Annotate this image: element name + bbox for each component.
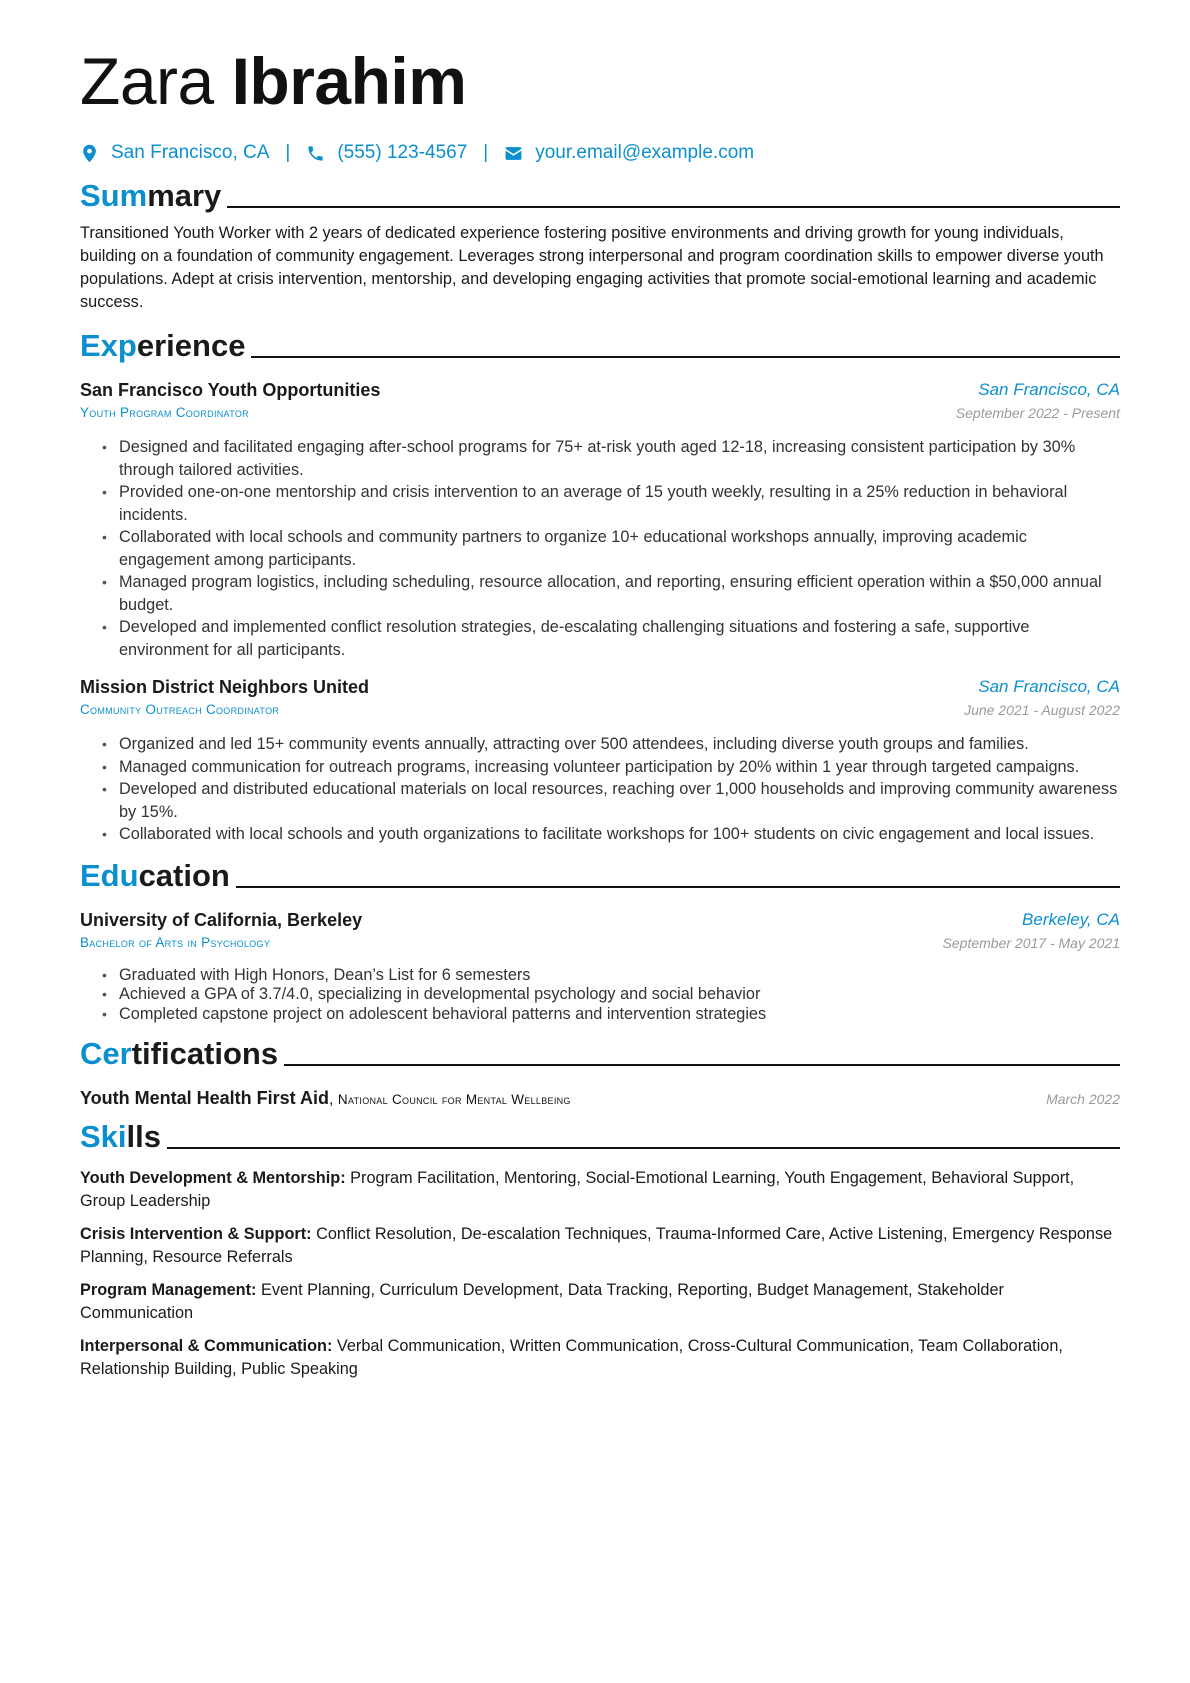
employer-name: Mission District Neighbors United — [80, 677, 370, 697]
list-item: • Collaborated with local schools and community partners to organize 10+ educational workshops annually, improving academic engagement among participants. — [102, 526, 1120, 571]
education-entry — [80, 908, 1120, 1025]
list-item: • Collaborated with local schools and youth organizations to facilitate workshops for 100+ students on civic engagement and local issues. — [102, 823, 1120, 846]
school-name: University of California, Berkeley — [80, 909, 363, 930]
contact-phone[interactable] — [306, 142, 467, 164]
skill-category: Program Management: — [80, 1281, 257, 1299]
list-item: • Graduated with High Honors, Dean’s List for 6 semesters — [102, 966, 1120, 986]
skill-category: Interpersonal & Communication: — [80, 1337, 333, 1355]
email-text: your.email@example.com — [535, 142, 755, 163]
job-dates: September 2022 - Present — [955, 405, 1120, 421]
skill-group — [80, 1167, 1120, 1213]
summary-heading — [80, 178, 1120, 214]
skill-category: Youth Development & Mentorship: — [80, 1169, 346, 1187]
job-dates: June 2021 - August 2022 — [964, 702, 1120, 718]
skill-group — [80, 1223, 1120, 1269]
section-divider — [236, 886, 1120, 888]
section-title: Skills — [80, 1119, 161, 1154]
experience-entry — [80, 675, 1120, 846]
section-divider — [284, 1064, 1120, 1066]
location-text: San Francisco, CA — [111, 142, 270, 163]
certifications-heading — [80, 1036, 1120, 1072]
certification-name: Youth Mental Health First Aid — [80, 1088, 330, 1108]
skill-items: Verbal Communication, Written Communication, Cross-Cultural Communication, Team Collaboration, Relationship Building, Public Speaking — [80, 1337, 1063, 1378]
experience-entry — [80, 378, 1120, 661]
list-item: • Provided one-on-one mentorship and crisis intervention to an average of 15 youth weekly, resulting in a 25% reduction in behavioral incidents. — [102, 481, 1120, 526]
summary-text: Transitioned Youth Worker with 2 years of dedicated experience fostering positive environments and driving growth for young individuals, building on a foundation of community engagement. Leverages strong interpersonal and program coordination skills to empower diverse youth populations. Adept at crisis intervention, mentorship, and developing engaging activities that promote social-emotional learning and academic success. — [80, 224, 1104, 311]
envelope-icon — [504, 144, 523, 163]
skills-heading — [80, 1119, 1120, 1155]
section-divider — [251, 356, 1120, 358]
education-dates: September 2017 - May 2021 — [942, 934, 1120, 951]
certification-date: March 2022 — [1046, 1091, 1120, 1107]
job-location: San Francisco, CA — [978, 380, 1120, 399]
contact-email[interactable] — [504, 142, 754, 164]
contact-bar — [80, 142, 1120, 164]
section-divider — [227, 206, 1120, 208]
list-item: • Developed and distributed educational materials on local resources, reaching over 1,000 households and improving community awareness by 15%. — [102, 778, 1120, 823]
list-item: • Achieved a GPA of 3.7/4.0, specializing in developmental psychology and social behavior — [102, 985, 1120, 1005]
list-item: • Organized and led 15+ community events annually, attracting over 500 attendees, including diverse youth groups and families. — [102, 733, 1120, 756]
contact-separator: | — [483, 142, 489, 163]
list-item: • Developed and implemented conflict resolution strategies, de-escalating challenging situations and fostering a safe, supportive environment for all participants. — [102, 616, 1120, 661]
certification-issuer: National Council for Mental Wellbeing — [337, 1092, 571, 1107]
skill-items: Conflict Resolution, De-escalation Techniques, Trauma-Informed Care, Active Listening, Emergency Response Planning, Resource Referrals — [80, 1225, 1113, 1266]
job-bullets — [102, 733, 1120, 846]
last-name: Ibrahim — [231, 44, 467, 118]
experience-heading — [80, 328, 1120, 364]
education-heading — [80, 858, 1120, 894]
employer-name: San Francisco Youth Opportunities — [80, 380, 381, 400]
skill-items: Event Planning, Curriculum Development, Data Tracking, Reporting, Budget Management, Stakeholder Communication — [80, 1281, 1004, 1322]
skill-group — [80, 1335, 1120, 1381]
skill-items: Program Facilitation, Mentoring, Social-Emotional Learning, Youth Engagement, Behavioral Support, Group Leadership — [80, 1169, 1075, 1210]
section-title: Certifications — [80, 1036, 279, 1071]
list-item: • Managed communication for outreach programs, increasing volunteer participation by 20% within 1 year through targeted campaigns. — [102, 756, 1120, 779]
job-location: San Francisco, CA — [978, 677, 1120, 696]
list-item: • Managed program logistics, including scheduling, resource allocation, and reporting, ensuring efficient operation within a $50,000 annual budget. — [102, 571, 1120, 616]
map-marker-icon — [80, 144, 99, 163]
candidate-name — [80, 44, 1120, 118]
first-name: Zara — [80, 44, 214, 118]
contact-location — [80, 142, 269, 164]
certification-entry — [80, 1088, 1120, 1109]
section-title: Summary — [80, 178, 222, 213]
phone-icon — [306, 144, 325, 163]
degree: Bachelor of Arts in Psychology — [80, 934, 271, 950]
school-location: Berkeley, CA — [1022, 909, 1120, 929]
job-bullets — [102, 436, 1120, 661]
section-title: Education — [80, 857, 230, 893]
phone-text: (555) 123-4567 — [337, 142, 468, 163]
job-title: Community Outreach Coordinator — [80, 702, 280, 717]
contact-separator: | — [285, 142, 291, 163]
list-item: • Designed and facilitated engaging after-school programs for 75+ at-risk youth aged 12-18, increasing consistent participation by 30% through tailored activities. — [102, 436, 1120, 481]
skills-list — [80, 1167, 1120, 1381]
skill-category: Crisis Intervention & Support: — [80, 1225, 312, 1243]
section-title: Experience — [80, 328, 246, 363]
education-bullets — [102, 966, 1120, 1025]
section-divider — [167, 1147, 1120, 1149]
list-item: • Completed capstone project on adolescent behavioral patterns and intervention strategies — [102, 1005, 1120, 1025]
skill-group — [80, 1279, 1120, 1325]
resume-page — [80, 44, 1120, 1381]
certification-comma: , — [329, 1091, 334, 1108]
job-title: Youth Program Coordinator — [80, 405, 249, 420]
